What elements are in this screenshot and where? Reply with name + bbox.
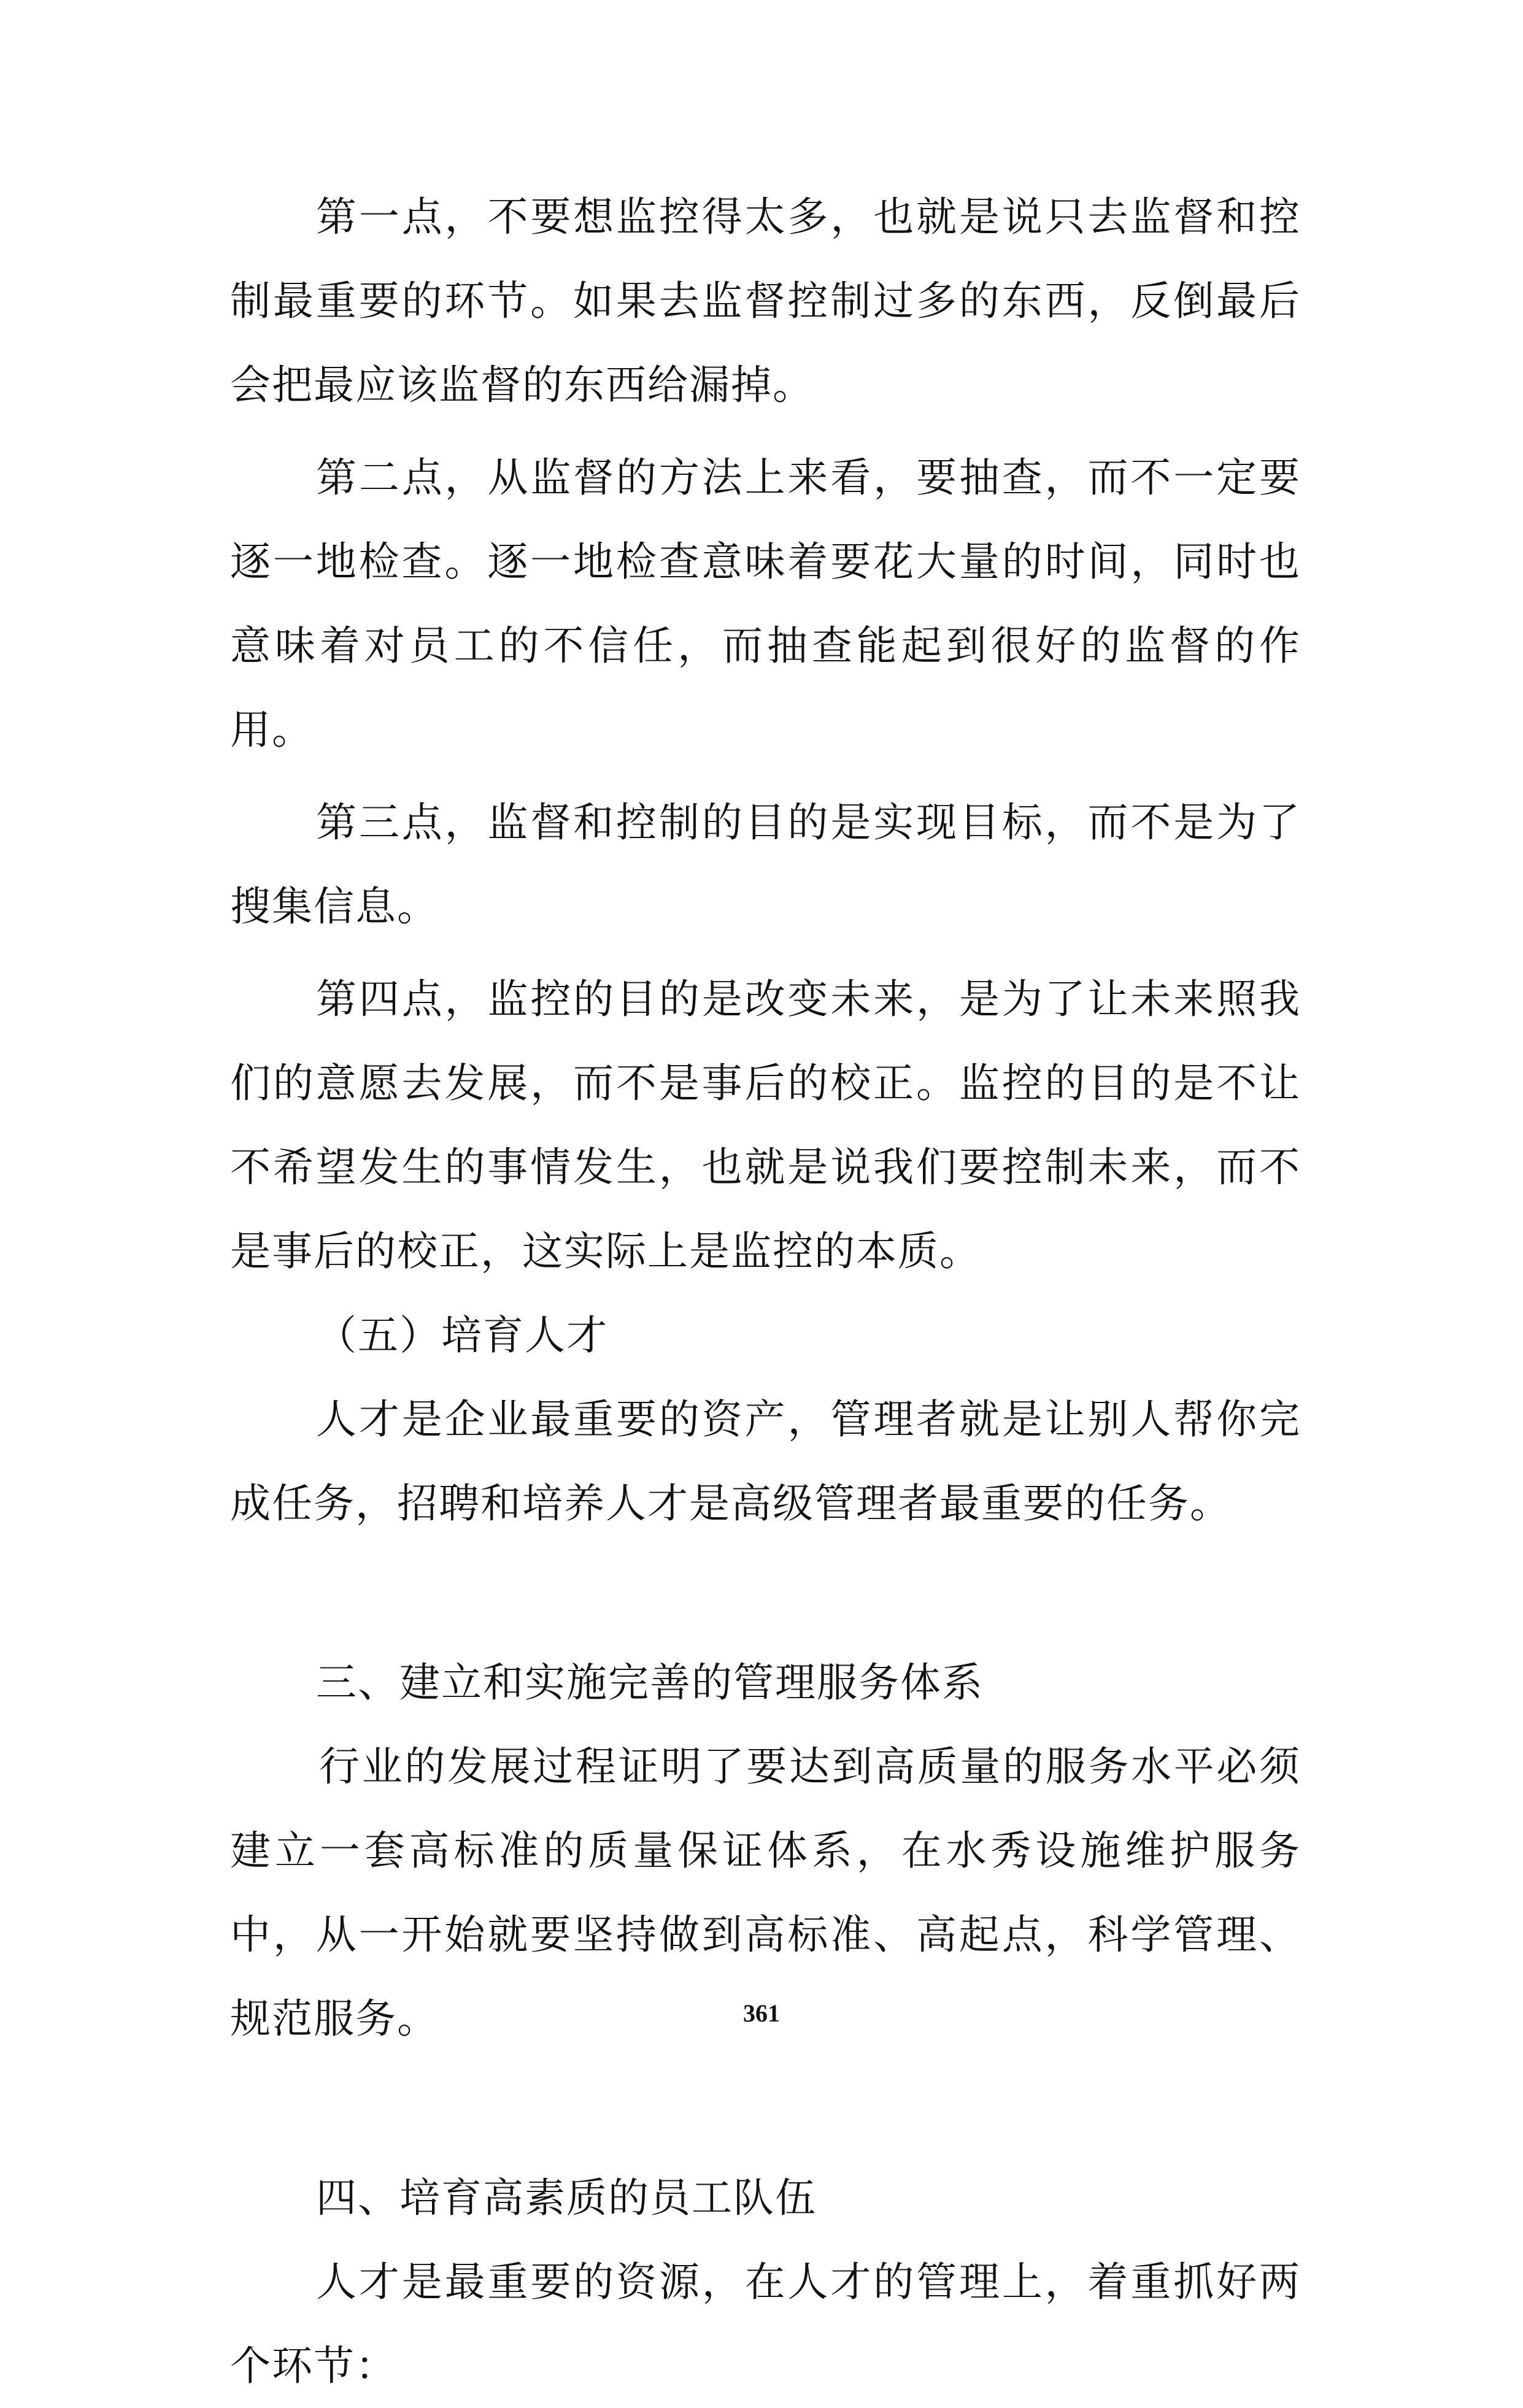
section-three-heading: 三、建立和实施完善的管理服务体系 [316,1659,984,1706]
section-three-body: 行业的发展过程证明了要达到高质量的服务水平必须建立一套高标准的质量保证体系，在水秀设施维护服务中，从一开始就要坚持做到高标准、高起点，科学管理、规范服务。 [230,1743,1301,2042]
paragraph-point-one: 第一点，不要想监控得太多，也就是说只去监督和控制最重要的环节。如果去监督控制过多的东西，反倒最后会把最应该监督的东西给漏掉。 [230,193,1301,409]
section-four-heading: 四、培育高素质的员工队伍 [316,2174,817,2221]
page-number: 361 [743,1999,780,2027]
paragraph-point-two: 第二点，从监督的方法上来看，要抽查，而不一定要逐一地检查。逐一地检查意味着要花大量的时间，同时也意味着对员工的不信任，而抽查能起到很好的监督的作用。 [230,454,1301,753]
subheading-cultivate-talent: （五）培育人才 [316,1312,608,1359]
paragraph-talent: 人才是企业最重要的资产，管理者就是让别人帮你完成任务，招聘和培养人才是高级管理者最重要的任务。 [230,1396,1301,1527]
document-body [230,175,1301,2408]
paragraph-point-four: 第四点，监控的目的是改变未来，是为了让未来照我们的意愿去发展，而不是事后的校正。监控的目的是不让不希望发生的事情发生，也就是说我们要控制未来，而不是事后的校正，这实际上是监控的本质。 [230,975,1301,1275]
paragraph-point-three: 第三点，监督和控制的目的是实现目标，而不是为了搜集信息。 [230,799,1301,930]
section-four-body: 人才是最重要的资源，在人才的管理上，着重抓好两个环节： [230,2258,1301,2390]
